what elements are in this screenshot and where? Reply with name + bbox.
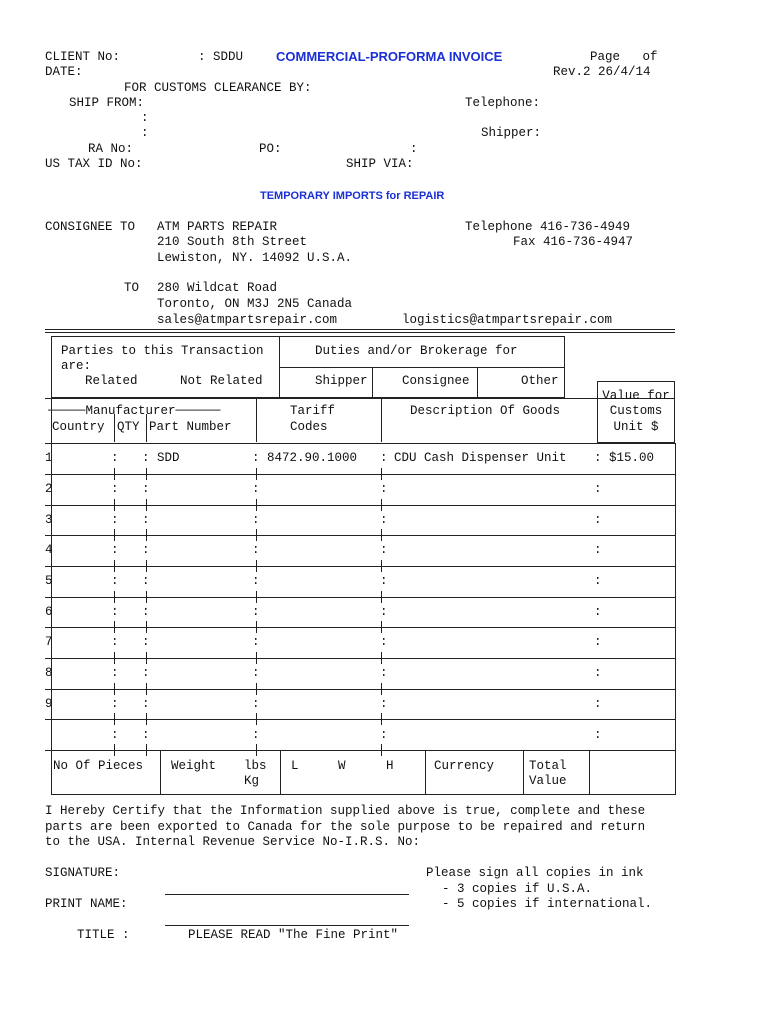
row-sep: :	[111, 605, 119, 619]
duties-other: Other	[521, 374, 559, 388]
row-4-number: 4	[45, 543, 53, 557]
value-header-2: Customs	[609, 404, 663, 418]
duties-divider	[279, 367, 565, 368]
height-label: H	[386, 759, 394, 773]
row-1-part-number[interactable]: SDD	[157, 451, 180, 465]
duties-consignee: Consignee	[402, 374, 470, 388]
tick	[146, 591, 147, 603]
description-header: Description Of Goods	[410, 404, 561, 418]
row-sep: :	[380, 574, 388, 588]
pieces-label: No Of Pieces	[53, 759, 144, 773]
print-name-line[interactable]	[165, 925, 409, 926]
row-sep: :	[380, 666, 388, 680]
row-1-sep-desc: :	[380, 451, 388, 465]
not-related-option: Not Related	[180, 374, 263, 388]
row-sep: :	[380, 605, 388, 619]
row-8-number: 8	[45, 666, 53, 680]
row-sep: :	[594, 513, 602, 527]
consignee-fax: Fax 416-736-4947	[513, 235, 634, 249]
kg-label: Kg	[244, 774, 260, 788]
tick	[114, 560, 115, 572]
to-city: Toronto, ON M3J 2N5 Canada	[157, 297, 353, 311]
part-number-header: Part Number	[149, 420, 232, 434]
qty-header: QTY	[117, 420, 140, 434]
parties-label: Parties to this Transaction	[61, 344, 264, 358]
revision: Rev.2 26/4/14	[553, 65, 651, 79]
header-sep-tariff	[381, 398, 382, 442]
tick	[381, 560, 382, 572]
row-sep: :	[142, 482, 150, 496]
consignee-name: ATM PARTS REPAIR	[157, 220, 278, 234]
consignee-city: Lewiston, NY. 14092 U.S.A.	[157, 251, 353, 265]
consignee-street: 210 South 8th Street	[157, 235, 308, 249]
related-option: Related	[85, 374, 138, 388]
tick	[146, 560, 147, 572]
totals-sep	[589, 750, 590, 795]
row-sep: :	[252, 513, 260, 527]
row-sep: :	[594, 482, 602, 496]
row-sep: :	[142, 543, 150, 557]
duties-label: Duties and/or Brokerage for	[315, 344, 518, 358]
telephone-label: Telephone:	[465, 96, 541, 110]
row-sep: :	[594, 728, 602, 742]
width-label: W	[338, 759, 346, 773]
row-sep: :	[252, 574, 260, 588]
row-1-sep-tariff: :	[252, 451, 260, 465]
logistics-email: logistics@atmpartsrepair.com	[402, 313, 613, 327]
tick	[381, 591, 382, 603]
tick	[114, 529, 115, 541]
row-sep: :	[594, 605, 602, 619]
ship-from-colon-1: :	[141, 111, 149, 125]
row-3-number: 3	[45, 513, 53, 527]
row-1-tariff-code[interactable]: 8472.90.1000	[267, 451, 358, 465]
row-sep: :	[380, 697, 388, 711]
ship-from-colon-2: :	[141, 126, 149, 140]
row-sep: :	[252, 697, 260, 711]
row-sep: :	[142, 635, 150, 649]
value-header-3: Unit $	[613, 420, 659, 434]
total-value-label: Total	[529, 759, 567, 773]
totals-sep	[425, 750, 426, 795]
row-sep: :	[111, 697, 119, 711]
length-label: L	[291, 759, 299, 773]
row-sep: :	[142, 605, 150, 619]
tick	[256, 713, 257, 725]
tick	[381, 683, 382, 695]
row-sep: :	[142, 666, 150, 680]
row-1-sep-part: :	[142, 451, 150, 465]
tick	[146, 621, 147, 633]
tick	[256, 621, 257, 633]
total-value-label-2: Value	[529, 774, 567, 788]
tick	[256, 683, 257, 695]
row-sep: :	[252, 605, 260, 619]
row-sep: :	[111, 635, 119, 649]
tick	[114, 499, 115, 511]
row-sep: :	[111, 666, 119, 680]
ra-label: RA No:	[88, 142, 134, 156]
tick	[114, 621, 115, 633]
sign-note-usa: - 3 copies if U.S.A.	[442, 882, 593, 896]
totals-box	[51, 750, 676, 795]
row-sep: :	[380, 513, 388, 527]
row-1-number: 1	[45, 451, 53, 465]
signature-label: SIGNATURE:	[45, 866, 121, 880]
tick	[146, 499, 147, 511]
country-header: Country	[52, 420, 105, 434]
tick	[381, 652, 382, 664]
ship-from-label: SHIP FROM:	[69, 96, 145, 110]
row-sep: :	[111, 543, 119, 557]
row-7-number: 7	[45, 635, 53, 649]
row-sep: :	[252, 635, 260, 649]
row-sep: :	[594, 697, 602, 711]
title-label: TITLE :	[77, 928, 130, 942]
row-sep: :	[594, 543, 602, 557]
tick	[256, 529, 257, 541]
row-rule	[45, 535, 675, 536]
header-sep-qty	[146, 414, 147, 442]
tariff-header-2: Codes	[290, 420, 328, 434]
header-sep-country	[114, 414, 115, 442]
client-value: : SDDU	[198, 50, 244, 64]
row-6-number: 6	[45, 605, 53, 619]
row-sep: :	[252, 666, 260, 680]
row-5-number: 5	[45, 574, 53, 588]
row-rule	[45, 443, 675, 444]
table-top-rule	[45, 398, 675, 399]
tick	[114, 652, 115, 664]
manufacturer-header: ─────Manufacturer──────	[48, 404, 221, 418]
ship-via-label: SHIP VIA:	[346, 157, 414, 171]
to-label: TO	[124, 281, 140, 295]
row-1-description[interactable]: CDU Cash Dispenser Unit	[394, 451, 567, 465]
tick	[114, 468, 115, 480]
row-sep: :	[252, 728, 260, 742]
tick	[381, 713, 382, 725]
row-rule	[45, 597, 675, 598]
tick	[146, 683, 147, 695]
row-1-sep-value: :	[594, 451, 602, 465]
row-rule	[45, 505, 675, 506]
sales-email: sales@atmpartsrepair.com	[157, 313, 338, 327]
row-rule	[45, 474, 675, 475]
subtitle: TEMPORARY IMPORTS for REPAIR	[260, 190, 445, 202]
value-header: Value for	[602, 389, 670, 403]
customs-clearance-label: FOR CUSTOMS CLEARANCE BY:	[124, 81, 312, 95]
row-rule	[45, 658, 675, 659]
tick	[256, 468, 257, 480]
row-rule	[45, 689, 675, 690]
row-2-number: 2	[45, 482, 53, 496]
certify-text-3: to the USA. Internal Revenue Service No-I.R.S. No:	[45, 835, 421, 849]
row-sep: :	[142, 697, 150, 711]
sign-note-international: - 5 copies if international.	[442, 897, 653, 911]
sign-note: Please sign all copies in ink	[426, 866, 644, 880]
tick	[256, 499, 257, 511]
row-9-number: 9	[45, 697, 53, 711]
consignee-label: CONSIGNEE TO	[45, 220, 136, 234]
row-sep: :	[594, 635, 602, 649]
totals-sep	[523, 750, 524, 795]
row-sep: :	[142, 728, 150, 742]
fine-print-notice: PLEASE READ "The Fine Print"	[188, 928, 399, 942]
row-rule	[45, 627, 675, 628]
row-sep: :	[111, 574, 119, 588]
duties-shipper: Shipper	[315, 374, 368, 388]
tick	[114, 591, 115, 603]
tick	[146, 713, 147, 725]
section-rule-2	[45, 332, 675, 333]
signature-line[interactable]	[165, 894, 409, 895]
tick	[114, 713, 115, 725]
po-colon: :	[410, 142, 418, 156]
lbs-label: lbs	[244, 759, 267, 773]
parties-label-2: are:	[61, 359, 92, 373]
client-label: CLIENT No:	[45, 50, 121, 64]
row-1-sep-qty: :	[111, 451, 119, 465]
tax-id-label: US TAX ID No:	[45, 157, 143, 171]
page-label: Page of	[590, 50, 658, 64]
consignee-telephone: Telephone 416-736-4949	[465, 220, 631, 234]
totals-sep	[280, 750, 281, 795]
row-sep: :	[380, 635, 388, 649]
tick	[381, 529, 382, 541]
section-rule	[45, 329, 675, 330]
weight-label: Weight	[171, 759, 217, 773]
row-sep: :	[142, 574, 150, 588]
tick	[256, 652, 257, 664]
tick	[381, 468, 382, 480]
date-label: DATE:	[45, 65, 83, 79]
row-sep: :	[142, 513, 150, 527]
tick	[146, 468, 147, 480]
tick	[256, 591, 257, 603]
row-sep: :	[380, 482, 388, 496]
row-sep: :	[380, 728, 388, 742]
row-sep: :	[380, 543, 388, 557]
row-sep: :	[111, 728, 119, 742]
tick	[256, 560, 257, 572]
row-rule	[45, 719, 675, 720]
table-right-border	[675, 443, 676, 750]
currency-label: Currency	[434, 759, 495, 773]
row-sep: :	[252, 482, 260, 496]
duties-sep-2	[477, 367, 478, 398]
tick	[114, 683, 115, 695]
po-label: PO:	[259, 142, 282, 156]
row-1-value[interactable]: $15.00	[609, 451, 655, 465]
row-sep: :	[111, 513, 119, 527]
row-rule	[45, 566, 675, 567]
header-sep-part	[256, 398, 257, 442]
tariff-header: Tariff	[290, 404, 336, 418]
row-sep: :	[594, 666, 602, 680]
shipper-label: Shipper:	[481, 126, 542, 140]
tick	[146, 529, 147, 541]
certify-text-2: parts are been exported to Canada for the sole purpose to be repaired and return	[45, 820, 646, 834]
totals-sep	[160, 750, 161, 795]
to-street: 280 Wildcat Road	[157, 281, 278, 295]
document-title: COMMERCIAL-PROFORMA INVOICE	[276, 49, 503, 64]
print-name-label: PRINT NAME:	[45, 897, 128, 911]
row-sep: :	[111, 482, 119, 496]
certify-text: I Hereby Certify that the Information supplied above is true, complete and these	[45, 804, 646, 818]
tick	[381, 499, 382, 511]
row-sep: :	[252, 543, 260, 557]
tick	[146, 652, 147, 664]
duties-sep-1	[372, 367, 373, 398]
row-sep: :	[594, 574, 602, 588]
tick	[381, 621, 382, 633]
